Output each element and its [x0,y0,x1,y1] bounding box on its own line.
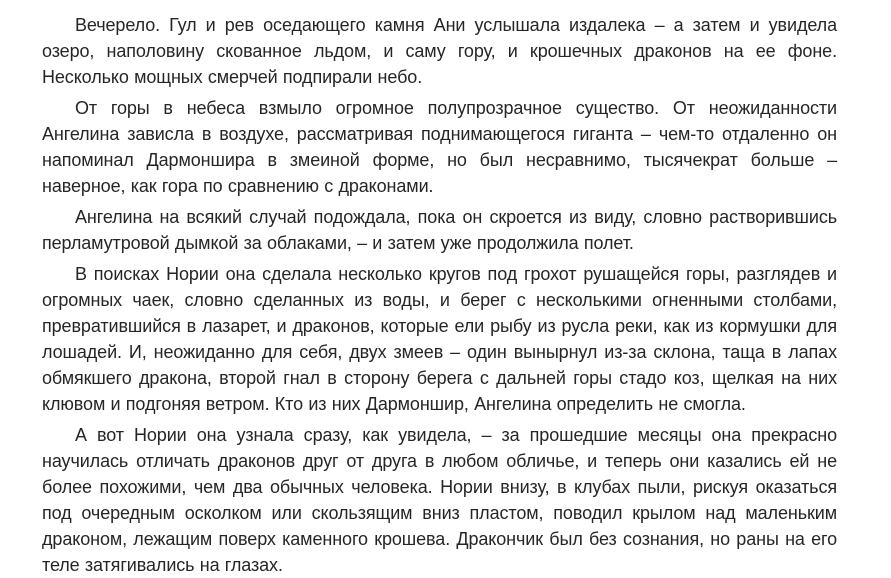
paragraph-4: В поисках Нории она сделала несколько кругов под грохот рушащейся горы, разглядев и огромных чаек, словно сделанных из воды, и берег с несколькими огненными столбами, превратившийся в лазарет, и драконов, которые ели рыбу из русла реки, как из кормушки для лошадей. И, неожиданно для себя, двух змеев – один вынырнул из-за склона, таща в лапах обмякшего дракона, второй гнал в сторону берега с дальней горы стадо коз, щелкая на них клювом и подгоняя ветром. Кто из них Дармоншир, Ангелина определить не смогла. [42,264,837,414]
paragraph-5: А вот Нории она узнала сразу, как увидела, – за прошедшие месяцы она прекрасно научилась отличать драконов друг от друга в любом обличье, и теперь они казались ей не более похожими, чем два обычных человека. Нории внизу, в клубах пыли, рискуя оказаться под очередным осколком или скользящим вниз пластом, поводил крылом над маленьким драконом, лежащим поверх каменного крошева. Дракончик был без сознания, но раны на его теле затягивались на глазах. [42,425,837,575]
paragraph-2: От горы в небеса взмыло огромное полупрозрачное существо. От неожиданности Ангелина зависла в воздухе, рассматривая поднимающегося гиганта – чем-то отдаленно он напоминал Дармоншира в змеиной форме, но был несравнимо, тысячекрат больше – наверное, как гора по сравнению с драконами. [42,98,837,196]
paragraph-3: Ангелина на всякий случай подождала, пока он скроется из виду, словно растворившись перламутровой дымкой за облаками, – и затем уже продолжила полет. [42,207,837,253]
paragraph-1: Вечерело. Гул и рев оседающего камня Ани услышала издалека – а затем и увидела озеро, наполовину скованное льдом, и саму гору, и крошечных драконов на ее фоне. Несколько мощных смерчей подпирали небо. [42,15,837,87]
